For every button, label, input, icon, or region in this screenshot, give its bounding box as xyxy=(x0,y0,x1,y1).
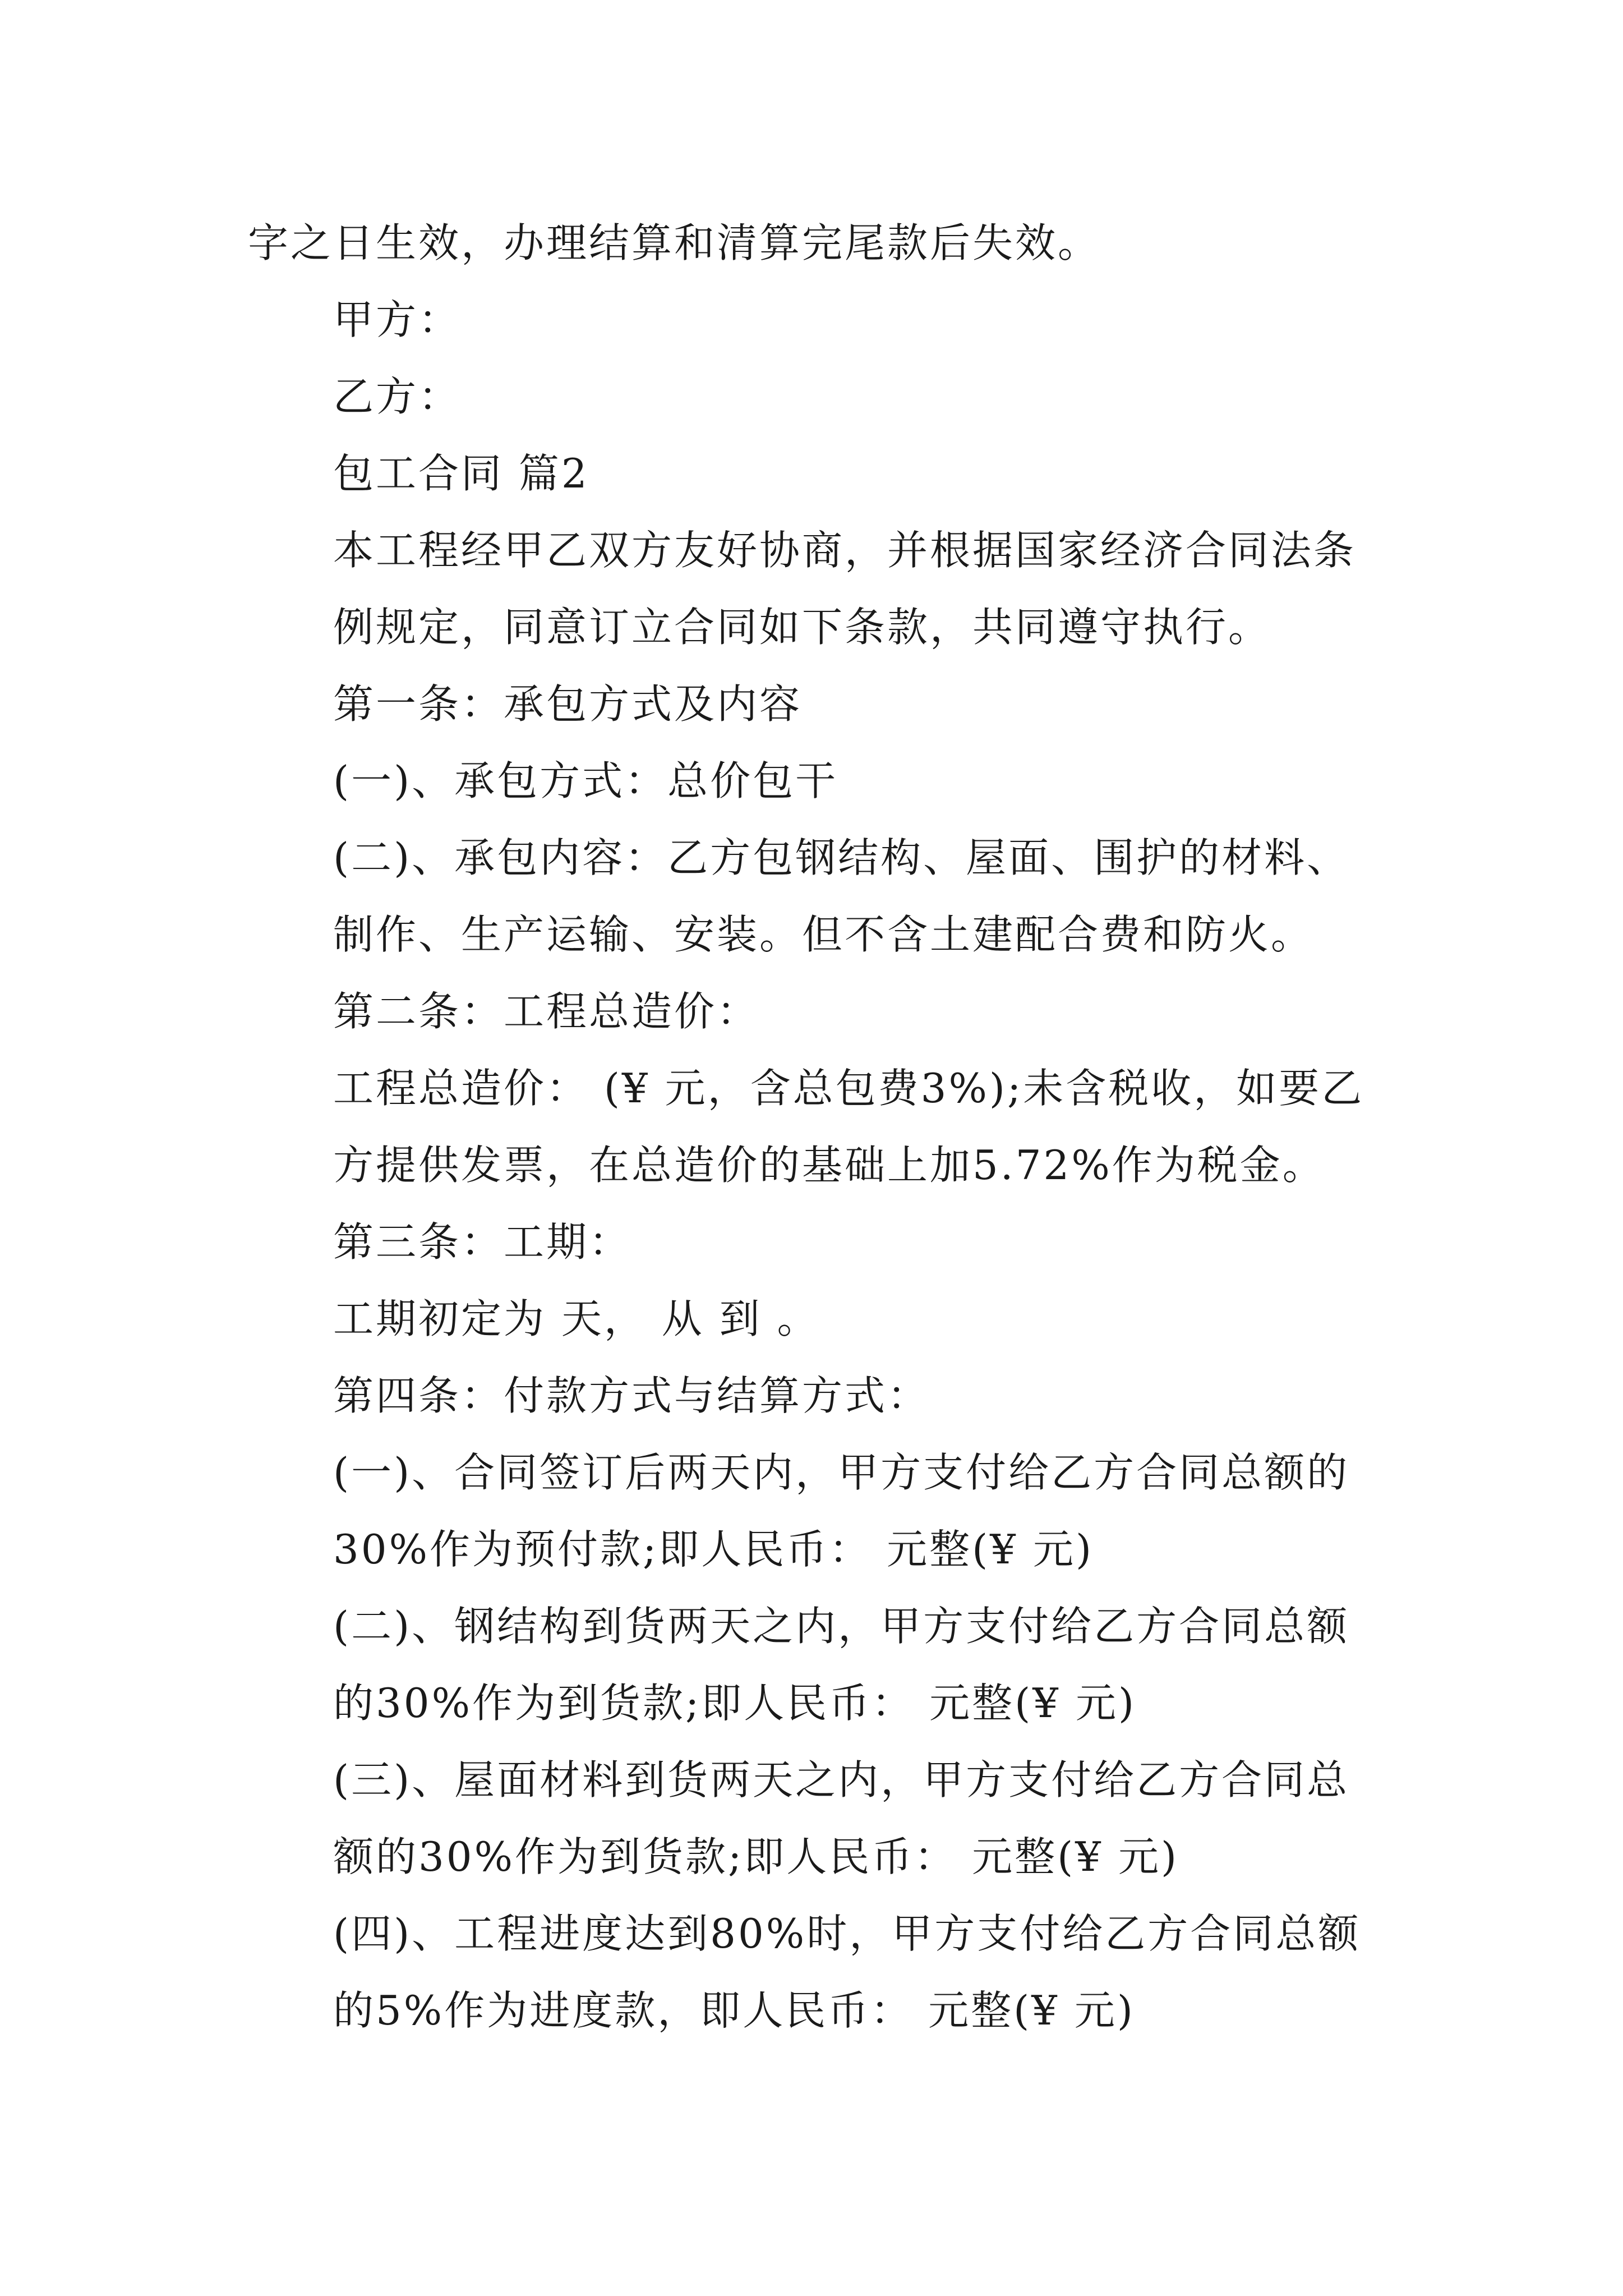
text-line: 本工程经甲乙双方友好协商，并根据国家经济合同法条 xyxy=(333,527,1357,574)
paragraph-party-a xyxy=(248,282,1398,358)
text-line: 第三条：工期： xyxy=(333,1218,632,1266)
text-line: 第四条：付款方式与结算方式： xyxy=(333,1372,930,1419)
paragraph-contract-method xyxy=(248,743,1398,820)
paragraph-payment-2 xyxy=(248,1588,1398,1742)
text-line: 第一条：承包方式及内容 xyxy=(333,680,803,728)
text-line: 包工合同 篇2 xyxy=(333,450,589,497)
article-heading-2 xyxy=(248,973,1398,1050)
text-line: (二)、钢结构到货两天之内，甲方支付给乙方合同总额 xyxy=(333,1603,1350,1650)
text-line: (一)、承包方式：总价包干 xyxy=(333,757,838,804)
paragraph-payment-4 xyxy=(248,1895,1398,2049)
paragraph-contract-content xyxy=(248,820,1398,973)
paragraph-total-cost xyxy=(248,1050,1398,1204)
text-line: 例规定，同意订立合同如下条款，共同遵守执行。 xyxy=(333,604,1271,651)
text-line: (二)、承包内容：乙方包钢结构、屋面、围护的材料、 xyxy=(333,834,1350,881)
text-line: (三)、屋面材料到货两天之内，甲方支付给乙方合同总 xyxy=(333,1756,1350,1803)
text-line: 工期初定为 天， 从 到 。 xyxy=(333,1295,820,1342)
text-line: 第二条：工程总造价： xyxy=(333,988,760,1035)
text-line: 方提供发票，在总造价的基础上加5.72%作为税金。 xyxy=(333,1142,1325,1189)
text-line: (四)、工程进度达到80%时，甲方支付给乙方合同总额 xyxy=(333,1910,1361,1957)
text-line: (一)、合同签订后两天内，甲方支付给乙方合同总额的 xyxy=(333,1449,1350,1496)
text-line: 工程总造价： (¥ 元，含总包费3%);未含税收，如要乙 xyxy=(333,1065,1364,1112)
text-line: 额的30%作为到货款;即人民币： 元整(¥ 元) xyxy=(333,1833,1179,1880)
text-line: 乙方： xyxy=(333,373,462,420)
article-heading-4 xyxy=(248,1358,1398,1434)
text-line: 30%作为预付款;即人民币： 元整(¥ 元) xyxy=(333,1526,1094,1573)
text-line: 的30%作为到货款;即人民币： 元整(¥ 元) xyxy=(333,1680,1137,1727)
text-line: 的5%作为进度款，即人民币： 元整(¥ 元) xyxy=(333,1987,1135,2034)
paragraph-effective-clause xyxy=(248,205,1398,282)
document-body xyxy=(248,205,1398,2049)
article-heading-1 xyxy=(248,666,1398,743)
article-heading-3 xyxy=(248,1204,1398,1281)
paragraph-intro xyxy=(248,512,1398,666)
paragraph-payment-3 xyxy=(248,1742,1398,1895)
text-line: 制作、生产运输、安装。但不含土建配合费和防火。 xyxy=(333,911,1314,958)
paragraph-duration xyxy=(248,1281,1398,1358)
paragraph-payment-1 xyxy=(248,1434,1398,1588)
text-line: 字之日生效，办理结算和清算完尾款后失效。 xyxy=(248,219,1101,266)
paragraph-party-b xyxy=(248,358,1398,435)
text-line: 甲方： xyxy=(333,296,462,343)
section-heading xyxy=(248,435,1398,512)
